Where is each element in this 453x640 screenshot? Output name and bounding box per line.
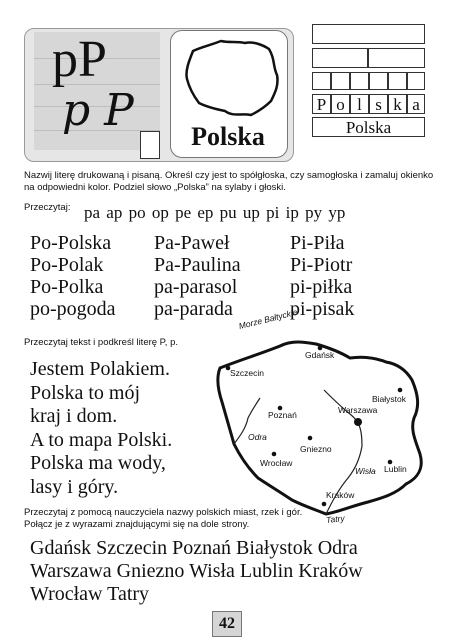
city-label: Warszawa xyxy=(338,405,378,415)
color-box[interactable] xyxy=(140,131,160,159)
city-label: Białystok xyxy=(372,394,407,404)
word-item: pa-parada xyxy=(154,298,233,320)
word-column-2 xyxy=(154,232,241,320)
city-dot xyxy=(272,452,277,457)
syllable-box[interactable] xyxy=(312,48,368,68)
syllable-box[interactable] xyxy=(312,24,425,44)
word-item: Po-Polak xyxy=(30,254,104,276)
word-item: pi-pisak xyxy=(290,298,355,320)
river-label: Wisła xyxy=(355,466,376,476)
letter-box: s xyxy=(369,94,388,114)
word-column-1 xyxy=(30,232,116,320)
word-box: Polska xyxy=(312,117,425,137)
letter-box: P xyxy=(312,94,331,114)
reading-line: lasy i góry. xyxy=(30,475,119,498)
syllable-box[interactable] xyxy=(368,48,425,68)
word-column-3 xyxy=(290,232,354,320)
city-label: Poznań xyxy=(268,410,297,420)
names-line: Wrocław Tatry xyxy=(30,583,150,605)
poland-outline-icon xyxy=(171,31,287,131)
syllable-line: pa ap po op pe ep pu up pi ip py yp xyxy=(84,203,346,222)
script-letters: p P xyxy=(62,85,134,136)
reading-line: Polska ma wody, xyxy=(30,452,166,474)
sound-box[interactable] xyxy=(312,72,331,90)
city-label: Szczecin xyxy=(230,368,265,378)
read-label: Przeczytaj: xyxy=(24,202,71,213)
reading-text xyxy=(30,358,172,499)
city-dot xyxy=(308,436,313,441)
city-dot xyxy=(398,388,403,393)
letter-box: k xyxy=(388,94,407,114)
page-number: 42 xyxy=(212,611,242,637)
letter-box: o xyxy=(331,94,350,114)
word-item: Po-Polka xyxy=(30,276,104,298)
sound-box[interactable] xyxy=(407,72,425,90)
river-label: Odra xyxy=(248,432,267,442)
sound-box[interactable] xyxy=(350,72,369,90)
sound-box[interactable] xyxy=(369,72,388,90)
city-label: Gniezno xyxy=(300,444,332,454)
letter-box: l xyxy=(350,94,369,114)
names-block xyxy=(30,537,363,606)
sea-label: Morze Bałtyckie xyxy=(237,306,299,332)
reading-line: A to mapa Polski. xyxy=(30,428,173,451)
city-label: Lublin xyxy=(384,464,407,474)
instruction-2: Przeczytaj tekst i podkreśl literę P, p. xyxy=(24,337,178,348)
letter-box: a xyxy=(407,94,425,114)
instruction-1: Nazwij literę drukowaną i pisaną. Określ czy jest to spółgłoska, czy samogłoska i zamaluj okienko na odpowiedni kolor. Podziel słowo „Polska” na sylaby i głoski. xyxy=(24,170,434,193)
mountains-label: Tatry xyxy=(325,513,346,525)
reading-line: Polska to mój xyxy=(30,381,141,404)
word-item: Pa-Paweł xyxy=(154,232,230,254)
reading-line: kraj i dom. xyxy=(30,405,118,427)
city-label: Wrocław xyxy=(260,458,293,468)
printed-letters: pP xyxy=(52,31,107,88)
city-dot xyxy=(354,418,362,426)
card-title: Polska xyxy=(191,122,265,151)
word-item: Pi-Piotr xyxy=(290,254,353,276)
sound-box[interactable] xyxy=(388,72,407,90)
word-item: Pi-Piła xyxy=(290,232,345,254)
city-label: Kraków xyxy=(326,490,355,500)
sound-box[interactable] xyxy=(331,72,350,90)
word-item: Pa-Paulina xyxy=(154,254,241,276)
names-line: Warszawa Gniezno Wisła Lublin Kraków xyxy=(30,560,363,582)
word-item: Po-Polska xyxy=(30,232,112,254)
city-dot xyxy=(322,502,327,507)
word-item: po-pogoda xyxy=(30,298,116,320)
city-label: Gdańsk xyxy=(305,350,335,360)
word-item: pi-piłka xyxy=(290,276,353,298)
names-line: Gdańsk Szczecin Poznań Białystok Odra xyxy=(30,537,358,559)
word-item: pa-parasol xyxy=(154,276,238,298)
reading-line: Jestem Polakiem. xyxy=(30,358,170,380)
instruction-3: Przeczytaj z pomocą nauczyciela nazwy polskich miast, rzek i gór. Połącz je z wyrazami znajdującymi się na dole strony. xyxy=(24,507,303,530)
